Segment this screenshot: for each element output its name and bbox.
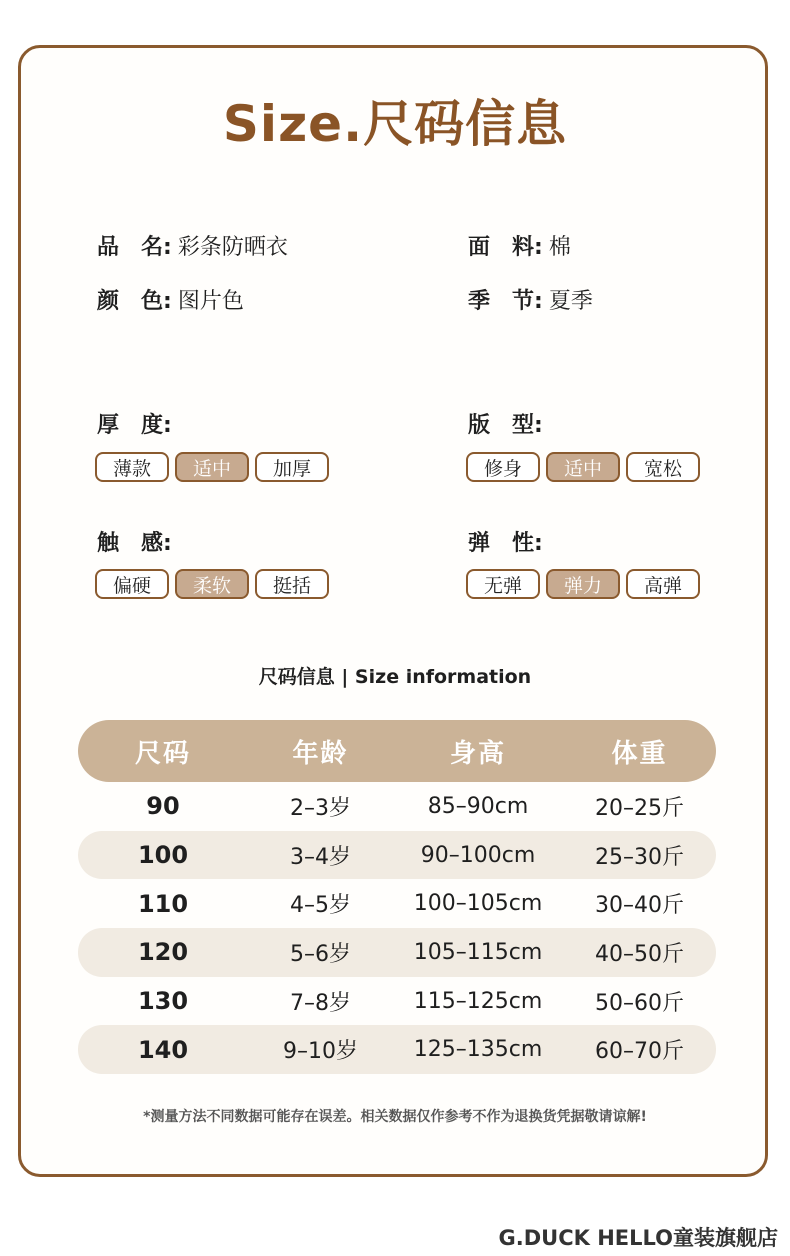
cell-height: 90–100cm	[420, 842, 536, 868]
fit-option-loose: 宽松	[626, 452, 700, 482]
header-weight: 体重	[611, 738, 668, 769]
header-height: 身高	[449, 738, 506, 769]
cell-size: 100	[137, 841, 189, 870]
table-row	[78, 1025, 716, 1074]
cell-size: 90	[146, 792, 180, 821]
texture-label: 触 感:	[97, 531, 172, 556]
fit-option-regular: 适中	[546, 452, 620, 482]
cell-age: 3–4岁	[290, 844, 351, 870]
color-row	[97, 284, 244, 315]
table-row	[78, 928, 716, 977]
color-value: 图片色	[177, 289, 244, 314]
cell-weight: 40–50斤	[595, 941, 684, 967]
thickness-label: 厚 度:	[97, 413, 172, 438]
season-label: 季 节:	[468, 289, 543, 314]
cell-weight: 30–40斤	[595, 893, 684, 919]
elasticity-options	[466, 569, 700, 599]
cell-height: 100–105cm	[413, 891, 543, 917]
cell-size: 140	[137, 1035, 189, 1064]
cell-weight: 20–25斤	[595, 795, 684, 821]
header-size: 尺码	[134, 738, 191, 769]
elasticity-option-high: 高弹	[626, 569, 700, 599]
season-row	[468, 284, 593, 315]
size-section-heading: 尺码信息 | Size information	[258, 666, 532, 688]
thickness-option-thin: 薄款	[95, 452, 169, 482]
fabric-row	[468, 230, 571, 261]
cell-height: 105–115cm	[413, 939, 543, 965]
cell-age: 2–3岁	[290, 795, 351, 821]
header-age: 年龄	[292, 738, 349, 769]
cell-height: 115–125cm	[413, 988, 543, 1014]
thickness-options	[95, 452, 329, 482]
product-name-value: 彩条防晒衣	[177, 235, 288, 260]
cell-height: 85–90cm	[427, 793, 529, 819]
season-value: 夏季	[548, 289, 593, 314]
elasticity-option-none: 无弹	[466, 569, 540, 599]
page-title: Size.尺码信息	[222, 95, 568, 153]
fabric-label: 面 料:	[468, 235, 543, 260]
product-name-label: 品 名:	[97, 235, 172, 260]
thickness-option-medium: 适中	[175, 452, 249, 482]
cell-age: 9–10岁	[283, 1039, 358, 1065]
table-row	[78, 879, 716, 928]
cell-age: 7–8岁	[290, 990, 351, 1016]
cell-size: 110	[137, 889, 189, 918]
elasticity-label: 弹 性:	[468, 531, 543, 556]
elasticity-option-stretch: 弹力	[546, 569, 620, 599]
table-row	[78, 831, 716, 880]
texture-option-stiff: 偏硬	[95, 569, 169, 599]
brand-watermark: G.DUCK HELLO童装旗舰店	[498, 1226, 778, 1250]
cell-size: 120	[137, 938, 189, 967]
texture-option-soft: 柔软	[175, 569, 249, 599]
table-row	[78, 977, 716, 1026]
texture-options	[95, 569, 329, 599]
fit-options	[466, 452, 700, 482]
cell-weight: 25–30斤	[595, 844, 684, 870]
size-table-header	[78, 720, 716, 782]
fabric-value: 棉	[548, 235, 571, 260]
fit-label: 版 型:	[468, 413, 543, 438]
fit-option-slim: 修身	[466, 452, 540, 482]
thickness-option-thick: 加厚	[255, 452, 329, 482]
measurement-disclaimer: *测量方法不同数据可能存在误差。相关数据仅作参考不作为退换货凭据敬请谅解!	[143, 1109, 647, 1125]
cell-height: 125–135cm	[413, 1037, 543, 1063]
cell-age: 4–5岁	[290, 893, 351, 919]
cell-weight: 50–60斤	[595, 990, 684, 1016]
size-table	[78, 720, 716, 1074]
cell-size: 130	[137, 987, 189, 1016]
cell-age: 5–6岁	[290, 941, 351, 967]
cell-weight: 60–70斤	[595, 1039, 684, 1065]
color-label: 颜 色:	[97, 289, 172, 314]
texture-option-crisp: 挺括	[255, 569, 329, 599]
product-name-row	[97, 230, 288, 261]
table-row	[78, 782, 716, 831]
